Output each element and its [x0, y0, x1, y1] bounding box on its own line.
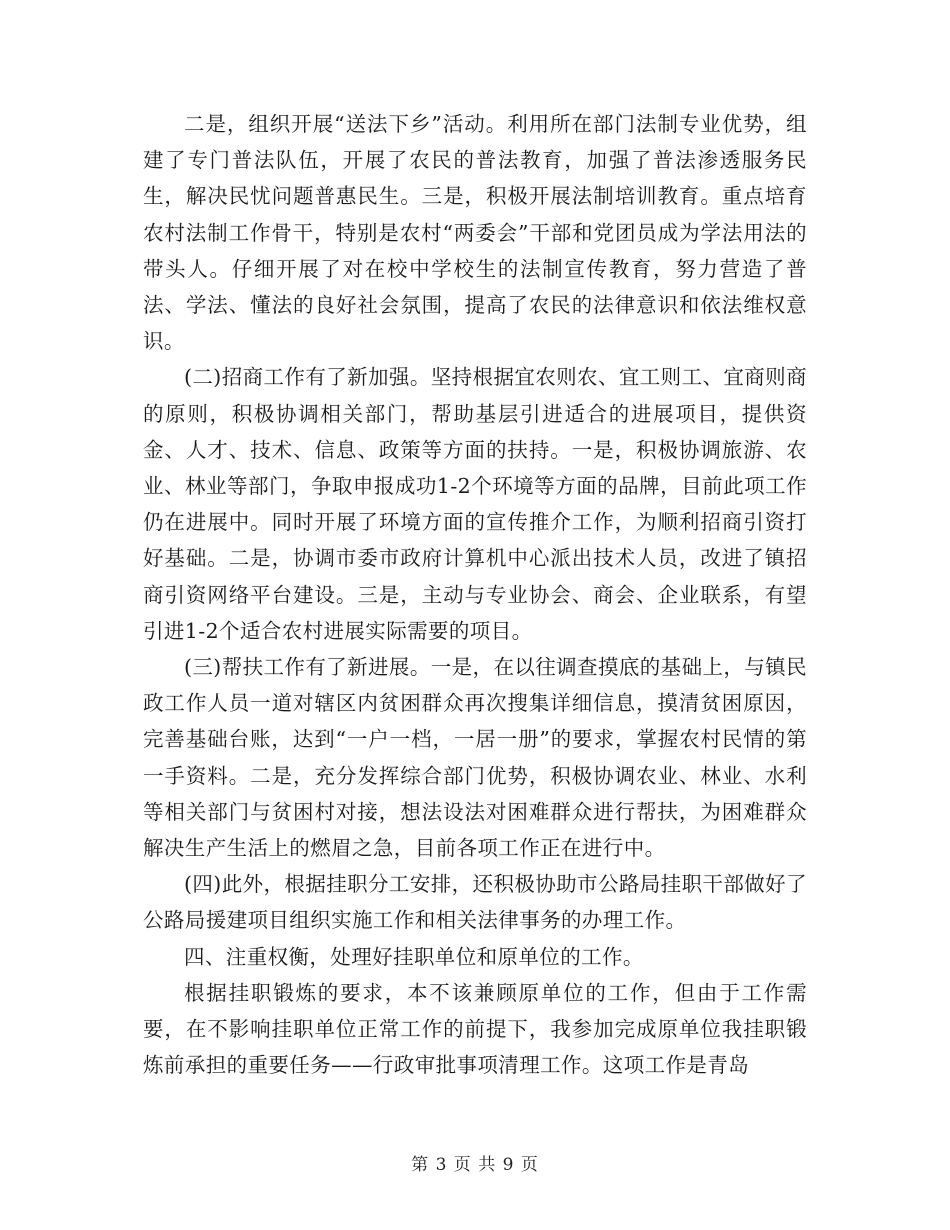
footer-suffix: 页: [520, 1155, 539, 1175]
footer-total-pages: 9: [502, 1155, 515, 1175]
section-heading: 四、注重权衡，处理好挂职单位和原单位的工作。: [184, 944, 644, 969]
paragraph-4: (四)此外，根据挂职分工安排，还积极协助市公路局挂职干部做好了公路局援建项目组织实施工作和相关法律事务的办理工作。: [143, 872, 807, 933]
paragraph-5: 根据挂职锻炼的要求，本不该兼顾原单位的工作，但由于工作需要，在不影响挂职单位正常工作的前提下，我参加完成原单位我挂职锻炼前承担的重要任务——行政审批事项清理工作。这项工作是青岛: [143, 980, 807, 1078]
footer-page-number: 3: [435, 1155, 448, 1175]
paragraph-1: 二是，组织开展“送法下乡”活动。利用所在部门法制专业优势，组建了专门普法队伍，开展了农民的普法教育，加强了普法渗透服务民生，解决民忧问题普惠民生。三是，积极开展法制培训教育。重点培育农村法制工作骨干，特别是农村“两委会”干部和党团员成为学法用法的带头人。仔细开展了对在校中学校生的法制宣传教育，努力营造了普法、学法、懂法的良好社会氛围，提高了农民的法律意识和依法维权意识。: [143, 112, 807, 354]
page-footer: [0, 1150, 950, 1175]
paragraph-3: (三)帮扶工作有了新进展。一是，在以往调查摸底的基础上，与镇民政工作人员一道对辖区内贫困群众再次搜集详细信息，摸清贫困原因，完善基础台账，达到“一户一档，一居一册”的要求，掌握农村民情的第一手资料。二是，充分发挥综合部门优势，积极协调农业、林业、水利等相关部门与贫困村对接，想法设法对困难群众进行帮扶，为困难群众解决生产生活上的燃眉之急，目前各项工作正在进行中。: [143, 655, 807, 861]
footer-prefix: 第: [411, 1155, 430, 1175]
document-body: [143, 106, 807, 1083]
paragraph-2: (二)招商工作有了新加强。坚持根据宜农则农、宜工则工、宜商则商的原则，积极协调相关部门，帮助基层引进适合的进展项目，提供资金、人才、技术、信息、政策等方面的扶持。一是，积极协调旅游、农业、林业等部门，争取申报成功1-2个环境等方面的品牌，目前此项工作仍在进展中。同时开展了环境方面的宣传推介工作，为顺利招商引资打好基础。二是，协调市委市政府计算机中心派出技术人员，改进了镇招商引资网络平台建设。三是，主动与专业协会、商会、企业联系，有望引进1-2个适合农村进展实际需要的项目。: [143, 365, 807, 643]
footer-middle: 页 共: [453, 1155, 497, 1175]
